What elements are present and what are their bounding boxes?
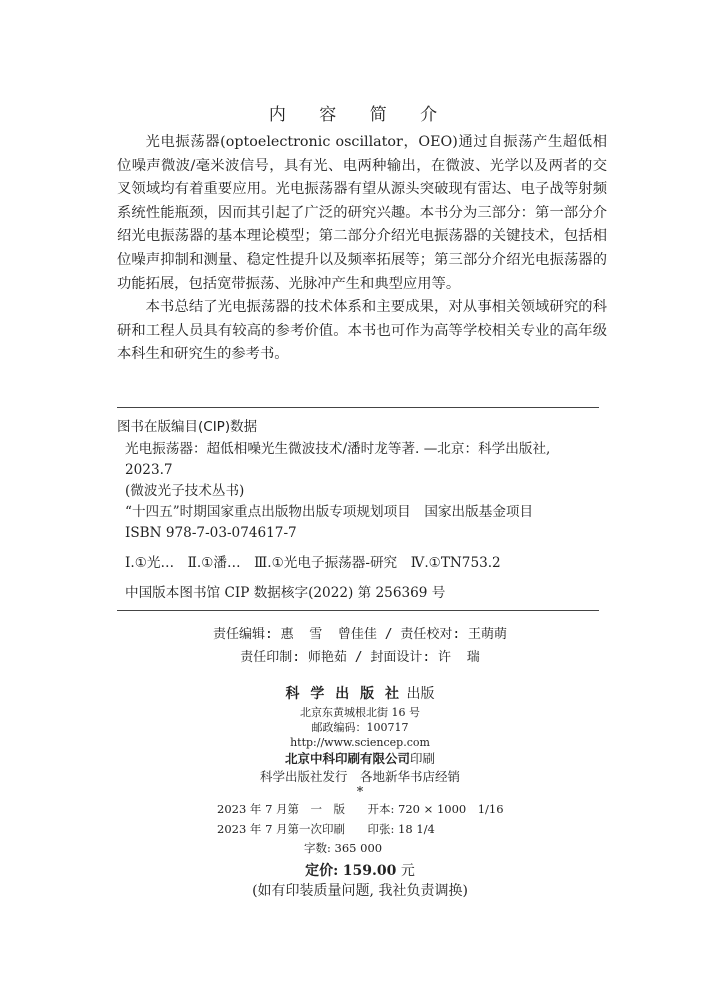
distribution-line: 科学出版社发行 各地新华书店经销: [259, 769, 460, 784]
price-value: 159.00: [342, 863, 397, 879]
quality-note: (如有印装质量问题, 我社负责调换): [252, 883, 468, 899]
printer-suffix: 印刷: [410, 751, 436, 766]
printer-name: 北京中科印刷有限公司: [284, 751, 410, 766]
publisher-suffix: 出版: [406, 686, 435, 702]
publisher-postcode: 邮政编码：100717: [311, 721, 409, 734]
publisher-block: [0, 683, 720, 800]
price-unit: 元: [400, 863, 415, 879]
separator-star: *: [356, 785, 364, 800]
page-title: 内 容 简 介: [268, 105, 452, 125]
cip-header: 图书在版编目(CIP)数据: [117, 419, 258, 435]
publisher-address: 北京东黄城根北街 16 号: [300, 706, 420, 719]
price-label: 定价:: [305, 863, 339, 879]
word-count: 字数: 365 000: [304, 841, 383, 855]
cip-title-line: 光电振荡器：超低相噪光生微波技术/潘时龙等著. —北京：科学出版社,: [125, 441, 551, 457]
cip-isbn: ISBN 978-7-03-074617-7: [125, 525, 297, 541]
edition-line-2: 2023 年 7 月第一次印刷 印张: 18 1/4: [217, 822, 435, 836]
staff-line-print: 责任印制: 师艳茹 / 封面设计: 许 瑞: [240, 650, 480, 665]
summary-section: [117, 131, 607, 367]
printer-line: [0, 750, 720, 768]
publisher-url: http://www.sciencep.com: [290, 736, 430, 749]
publisher-name-line: [0, 683, 720, 705]
cip-series-line: (微波光子技术丛书): [125, 483, 245, 499]
staff-line-editors: 责任编辑: 惠 雪 曾佳佳 / 责任校对: 王萌萌: [212, 627, 508, 642]
cip-block: [117, 415, 607, 604]
cip-project-line: “十四五”时期国家重点出版物出版专项规划项目 国家出版基金项目: [125, 504, 534, 520]
cip-subjects: Ⅰ.①光… Ⅱ.①潘… Ⅲ.①光电子振荡器-研究 Ⅳ.①TN753.2: [125, 555, 501, 571]
publisher-name: 科 学 出 版 社: [285, 686, 403, 702]
edition-line-1: 2023 年 7 月第 一 版 开本: 720 × 1000 1/16: [217, 802, 504, 816]
price-line: [0, 860, 720, 880]
staff-credits: [0, 623, 720, 669]
cip-top-rule: [117, 407, 599, 408]
cip-library-number: 中国版本图书馆 CIP 数据核字(2022) 第 256369 号: [125, 585, 446, 601]
cip-date-line: 2023.7: [125, 462, 173, 478]
cip-bottom-rule: [117, 610, 599, 611]
summary-paragraph-2: 本书总结了光电振荡器的技术体系和主要成果，对从事相关领域研究的科研和工程人员具有较高的参考价值。本书也可作为高等学校相关专业的高年级本科生和研究生的参考书。: [117, 299, 607, 363]
summary-paragraph-1: 光电振荡器(optoelectronic oscillator，OEO)通过自振荡产生超低相位噪声微波/毫米波信号，具有光、电两种输出，在微波、光学以及两者的交叉领域均有着重要应用。光电振荡器有望从源头突破现有雷达、电子战等射频系统性能瓶颈，因而其引起了广泛的研究兴趣。本书分为三部分：第一部分介绍光电振荡器的基本理论模型；第二部分介绍光电振荡器的关键技术，包括相位噪声抑制和测量、稳定性提升以及频率拓展等；第三部分介绍光电振荡器的功能拓展，包括宽带振荡、光脉冲产生和典型应用等。: [117, 134, 607, 292]
